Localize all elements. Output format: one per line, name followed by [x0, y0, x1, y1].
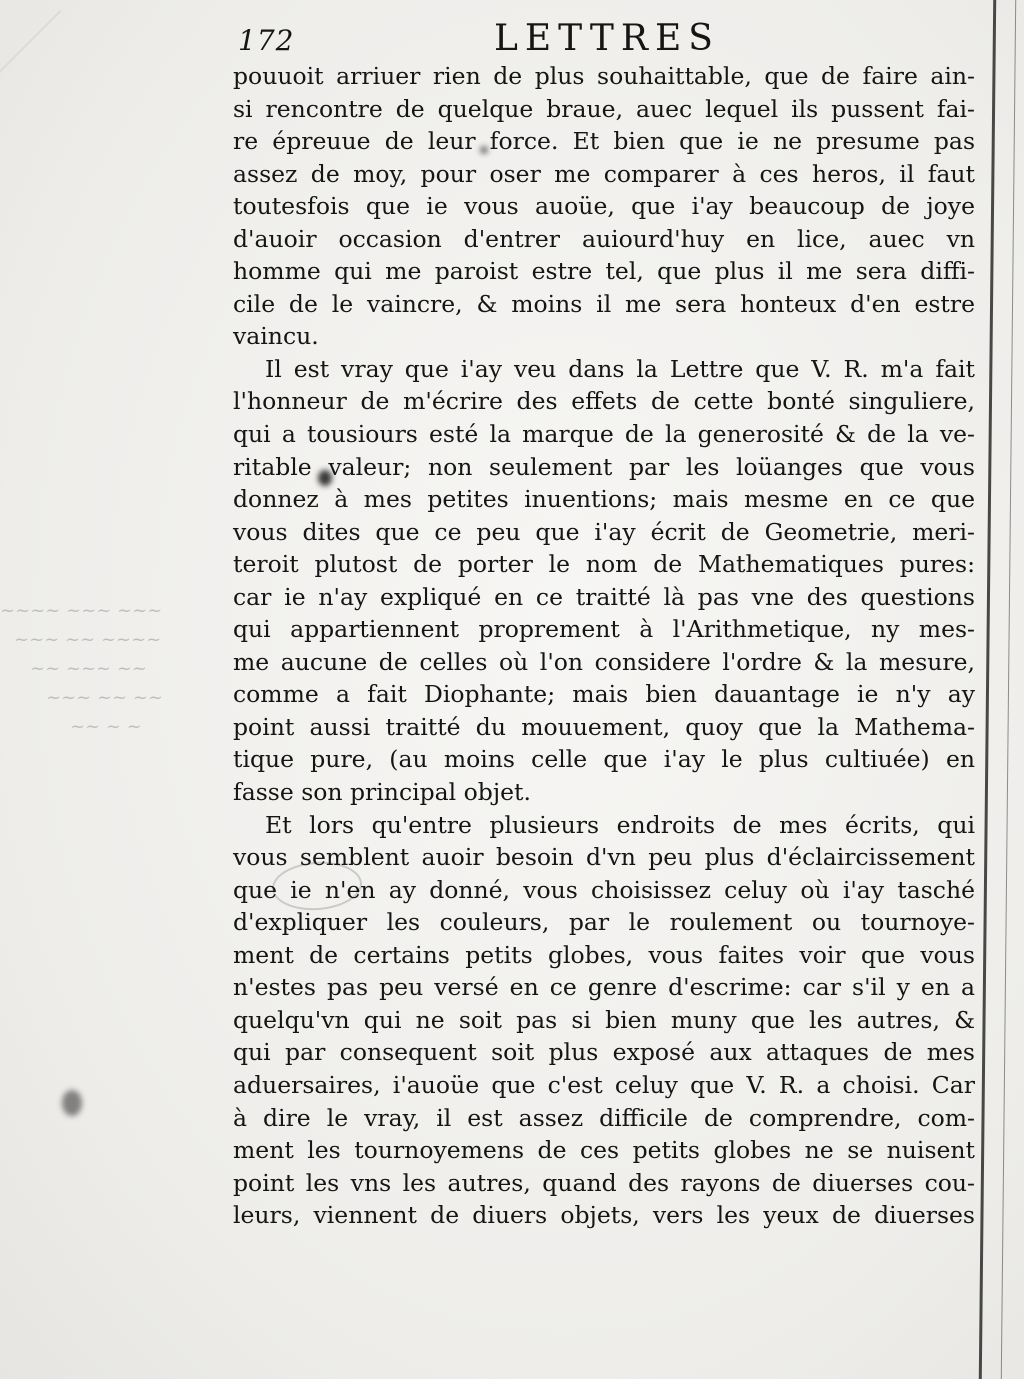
text-line: pouuoit arriuer rien de plus souhaittable, que de faire ain- — [233, 62, 975, 90]
text-line: d'auoir occasion d'entrer auiourd'huy en lice, auec vn — [233, 224, 975, 253]
text-line: tique pure, (au moins celle que i'ay le plus cultiuée) en — [233, 745, 975, 774]
text-line: teroit plutost de porter le nom de Mathematiques pures: — [233, 550, 975, 579]
text-line: ritable valeur; non seulement par les loüanges que vous — [233, 452, 975, 481]
text-line: assez de moy, pour oser me comparer à ces heros, il faut — [233, 159, 975, 188]
page-header — [232, 14, 972, 58]
text-line: ment les tournoyemens de ces petits globes ne se nuisent — [233, 1136, 975, 1165]
text-line: homme qui me paroist estre tel, que plus il me sera diffi- — [233, 257, 975, 286]
margin-note-scribble: ~~~ ~~ ~~ — [46, 687, 164, 708]
faded-margin-note — [0, 596, 228, 741]
text-line: l'honneur de m'écrire des effets de cette bonté singuliere, — [233, 387, 975, 416]
text-line: que ie n'en ay donné, vous choisissez celuy où i'ay tasché — [233, 875, 975, 904]
margin-note-scribble: ~~~~ ~~~ ~~~ — [0, 600, 163, 621]
text-line: car ie n'ay expliqué en ce traitté là pas vne des questions — [233, 582, 975, 611]
text-line: à dire le vray, il est assez difficile de comprendre, com- — [233, 1103, 975, 1132]
paragraph-start-line: Il est vray que i'ay veu dans la Lettre que V. R. m'a fait — [265, 354, 975, 383]
margin-note-scribble: ~~ ~ ~ — [70, 716, 142, 737]
text-line: fasse son principal objet. — [233, 778, 531, 807]
text-line: aduersaires, i'auoüe que c'est celuy que V. R. a choisi. Car — [233, 1070, 975, 1099]
margin-note-scribble: ~~ ~~~ ~~ — [30, 658, 148, 679]
text-line: n'estes pas peu versé en ce genre d'escrime: car s'il y en a — [233, 973, 975, 1002]
text-line: si rencontre de quelque braue, auec lequel ils pussent fai- — [233, 94, 975, 123]
text-line: point aussi traitté du mouuement, quoy que la Mathema- — [233, 712, 975, 741]
text-line: qui appartiennent proprement à l'Arithmetique, ny mes- — [233, 615, 975, 644]
ink-blot — [62, 1090, 82, 1116]
paragraph-start-line: Et lors qu'entre plusieurs endroits de mes écrits, qui — [265, 810, 975, 839]
text-line: re épreuue de leur force. Et bien que ie ne presume pas — [233, 127, 975, 156]
page-number: 172 — [238, 24, 295, 57]
margin-note-scribble: ~~~ ~~ ~~~~ — [14, 629, 162, 650]
text-line: vous semblent auoir besoin d'vn peu plus d'éclaircissement — [233, 843, 975, 872]
text-line: vaincu. — [233, 322, 319, 351]
text-line: qui par consequent soit plus exposé aux attaques de mes — [233, 1038, 975, 1067]
text-line: me aucune de celles où l'on considere l'ordre & la mesure, — [233, 647, 975, 676]
text-line: vous dites que ce peu que i'ay écrit de Geometrie, meri- — [233, 517, 975, 546]
text-line: ment de certains petits globes, vous faites voir que vous — [233, 940, 975, 969]
text-line: leurs, viennent de diuers objets, vers les yeux de diuerses — [233, 1201, 975, 1230]
body-text — [233, 60, 975, 1232]
text-line: cile de le vaincre, & moins il me sera honteux d'en estre — [233, 289, 975, 318]
text-line: qui a tousiours esté la marque de la generosité & de la ve- — [233, 420, 975, 449]
text-line: donnez à mes petites inuentions; mais mesme en ce que — [233, 485, 975, 514]
text-line: comme a fait Diophante; mais bien dauantage ie n'y ay — [233, 680, 975, 709]
text-line: d'expliquer les couleurs, par le roulement ou tournoye- — [233, 908, 975, 937]
text-line: quelqu'vn qui ne soit pas si bien muny que les autres, & — [233, 1005, 975, 1034]
running-title: LETTRES — [494, 18, 720, 59]
text-line: toutesfois que ie vous auoüe, que i'ay beaucoup de joye — [233, 192, 975, 221]
text-line: point les vns les autres, quand des rayons de diuerses cou- — [233, 1168, 975, 1197]
